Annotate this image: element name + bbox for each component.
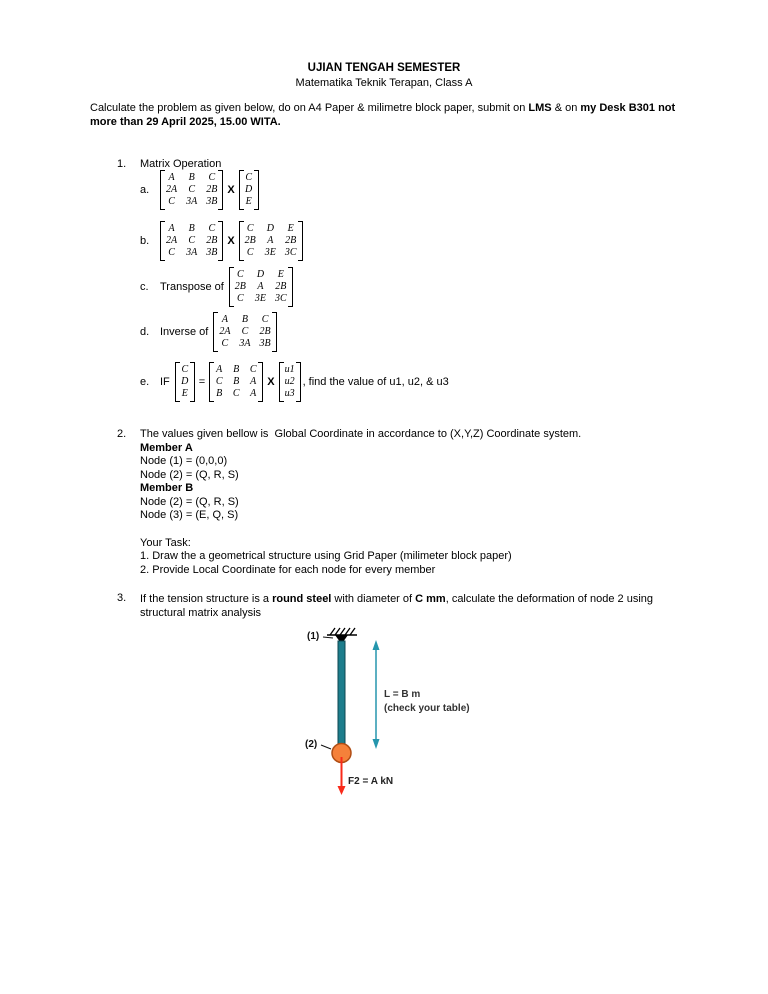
transpose-text: Transpose of	[160, 281, 224, 293]
node-1-label: (1)	[307, 631, 320, 642]
question-3-body	[140, 592, 677, 620]
matrix-cell: B	[241, 314, 249, 325]
matrix-cell: 2A	[166, 235, 178, 246]
matrix-cell: u3	[284, 388, 295, 399]
item-1b	[140, 221, 449, 261]
item-1c	[140, 267, 449, 307]
matrix-cell: 3C	[275, 293, 287, 304]
task-line-2: 2. Provide Local Coordinate for each node for every member	[140, 563, 436, 576]
node-2-label: (2)	[305, 739, 318, 750]
instructions-bold-lms: LMS	[528, 102, 552, 114]
matrix-cell: 3A	[239, 338, 251, 349]
matrix-cell: u1	[284, 364, 295, 375]
matrix-cell: A	[221, 314, 228, 325]
question-3-bold-diameter: C mm	[415, 593, 446, 605]
question-2-intro: The values given bellow is Global Coordinate in accordance to (X,Y,Z) Coordinate system.	[140, 428, 582, 440]
matrix-abc	[209, 362, 263, 402]
item-1c-label: c.	[140, 281, 149, 293]
matrix-main	[213, 312, 276, 352]
matrix-cell: 2A	[166, 184, 178, 195]
item-1a-label: a.	[140, 184, 150, 196]
matrix-cell: C	[241, 326, 249, 337]
matrix-cell: A	[250, 388, 257, 399]
question-1	[117, 158, 449, 402]
matrix-cell: C	[168, 247, 175, 258]
vector-cde	[239, 170, 259, 210]
matrix-cell: C	[215, 376, 223, 387]
matrix-cell: C	[232, 388, 240, 399]
matrix-cell: 2B	[206, 235, 218, 246]
matrix-cell: C	[245, 172, 252, 183]
member-b-title: Member B	[140, 482, 194, 494]
matrix-cell: E	[245, 196, 252, 207]
matrix-cell: A	[216, 364, 223, 375]
member-b-node-2: Node (2) = (Q, R, S)	[140, 495, 239, 508]
length-note: (check your table)	[384, 703, 470, 714]
matrix-main	[160, 221, 223, 261]
vector-u	[279, 362, 301, 402]
question-1-number: 1.	[117, 158, 127, 170]
matrix-cell: A	[257, 281, 264, 292]
matrix-cell: C	[249, 364, 257, 375]
matrix-cell: 2B	[285, 235, 297, 246]
member-b-node-3: Node (3) = (E, Q, S)	[140, 509, 239, 521]
multiply-operator: X	[227, 184, 235, 196]
matrix-cell: A	[168, 172, 175, 183]
matrix-cell: E	[181, 388, 188, 399]
instructions-bold-deadline: my Desk B301 not more than 29 April 2025, 15.00 WITA.	[90, 102, 676, 128]
multiply-operator: X	[227, 235, 235, 247]
question-3-text-2: with diameter of	[331, 593, 416, 605]
matrix-cell: 3A	[186, 196, 198, 207]
matrix-cell: 3B	[259, 338, 271, 349]
matrix-cell: D	[245, 184, 253, 195]
matrix-cell: C	[188, 184, 195, 195]
node-1-pointer	[323, 637, 333, 638]
matrix-cell: 2A	[219, 326, 231, 337]
instructions-paragraph	[90, 101, 684, 129]
matrix-cde	[229, 267, 293, 307]
matrix-cell: 3B	[206, 196, 218, 207]
matrix-cell: D	[256, 269, 265, 280]
member-a-title: Member A	[140, 441, 193, 454]
matrix-cell: C	[246, 223, 254, 234]
member-a-node-1: Node (1) = (0,0,0)	[140, 455, 228, 467]
matrix-cell: B	[216, 388, 223, 399]
matrix-cell: u2	[284, 376, 295, 387]
document-subtitle: Matematika Teknik Terapan, Class A	[295, 77, 473, 89]
structure-figure	[298, 626, 538, 804]
dimension-line-icon	[373, 640, 380, 749]
matrix-cell: C	[208, 223, 216, 234]
item-1d	[140, 312, 449, 352]
matrix-cell: C	[188, 235, 195, 246]
item-1d-label: d.	[140, 326, 150, 338]
matrix-main	[160, 170, 223, 210]
matrix-cell: C	[261, 314, 269, 325]
matrix-cell: C	[208, 172, 216, 183]
item-1b-label: b.	[140, 235, 150, 247]
bar-member	[338, 641, 345, 747]
matrix-cell: B	[188, 223, 195, 234]
matrix-cell: C	[246, 247, 254, 258]
item-1e-label: e.	[140, 376, 150, 388]
question-2-number: 2.	[117, 428, 127, 440]
matrix-cell: 3E	[264, 247, 276, 258]
multiply-operator: X	[267, 376, 275, 388]
equals-operator: =	[198, 376, 206, 388]
matrix-cell: 3B	[206, 247, 218, 258]
matrix-cell: B	[233, 376, 240, 387]
matrix-cell: 2B	[234, 281, 246, 292]
item-1e-suffix: , find the value of u1, u2, & u3	[302, 376, 449, 388]
matrix-cell: A	[168, 223, 175, 234]
force-label: F2 = A kN	[348, 776, 394, 787]
question-3-text-1: If the tension structure is a	[140, 593, 273, 605]
matrix-cell: E	[277, 269, 284, 280]
question-3-bold-round-steel: round steel	[272, 593, 332, 605]
task-line-1: 1. Draw the a geometrical structure using Grid Paper (milimeter block paper)	[140, 550, 512, 562]
question-1-title: Matrix Operation	[140, 158, 222, 170]
matrix-cell: D	[181, 376, 189, 387]
matrix-cde	[239, 221, 303, 261]
node-2-pointer	[321, 745, 331, 749]
question-2-body	[140, 428, 581, 577]
question-1-heading	[117, 158, 449, 170]
length-label: L = B m	[384, 689, 421, 700]
instructions-text-1: Calculate the problem as given below, do on A4 Paper & milimetre block paper, submit on	[90, 102, 529, 114]
matrix-cell: 2B	[206, 184, 218, 195]
matrix-cell: C	[181, 364, 189, 375]
if-text: IF	[160, 376, 170, 388]
matrix-cell: C	[221, 338, 229, 349]
member-a-node-2: Node (2) = (Q, R, S)	[140, 468, 239, 481]
item-1a	[140, 170, 449, 210]
matrix-cell: 2B	[259, 326, 271, 337]
matrix-cell: E	[287, 223, 294, 234]
matrix-cell: A	[267, 235, 274, 246]
question-3-number: 3.	[117, 592, 127, 604]
document-title: UJIAN TENGAH SEMESTER	[307, 62, 461, 74]
matrix-cell: A	[250, 376, 257, 387]
matrix-cell: 3E	[254, 293, 267, 304]
tension-structure-diagram	[298, 626, 538, 807]
matrix-cell: 3C	[284, 247, 297, 258]
question-2	[117, 428, 581, 577]
vector-cde	[175, 362, 195, 402]
matrix-cell: 3A	[186, 247, 198, 258]
inverse-text: Inverse of	[160, 326, 209, 338]
question-3	[117, 592, 677, 620]
item-1e	[140, 362, 449, 402]
matrix-cell: C	[237, 293, 244, 304]
matrix-cell: B	[188, 172, 195, 183]
matrix-cell: D	[266, 223, 274, 234]
matrix-cell: B	[233, 364, 240, 375]
question-3-text-3: , calculate the deformation of node 2 using structural matrix analysis	[140, 593, 654, 619]
instructions-text-2: & on	[551, 102, 581, 114]
matrix-cell: 2B	[275, 281, 287, 292]
your-task-title: Your Task:	[140, 536, 191, 549]
matrix-cell: C	[168, 196, 175, 207]
matrix-cell: 2B	[244, 235, 256, 246]
matrix-cell: C	[237, 269, 244, 280]
